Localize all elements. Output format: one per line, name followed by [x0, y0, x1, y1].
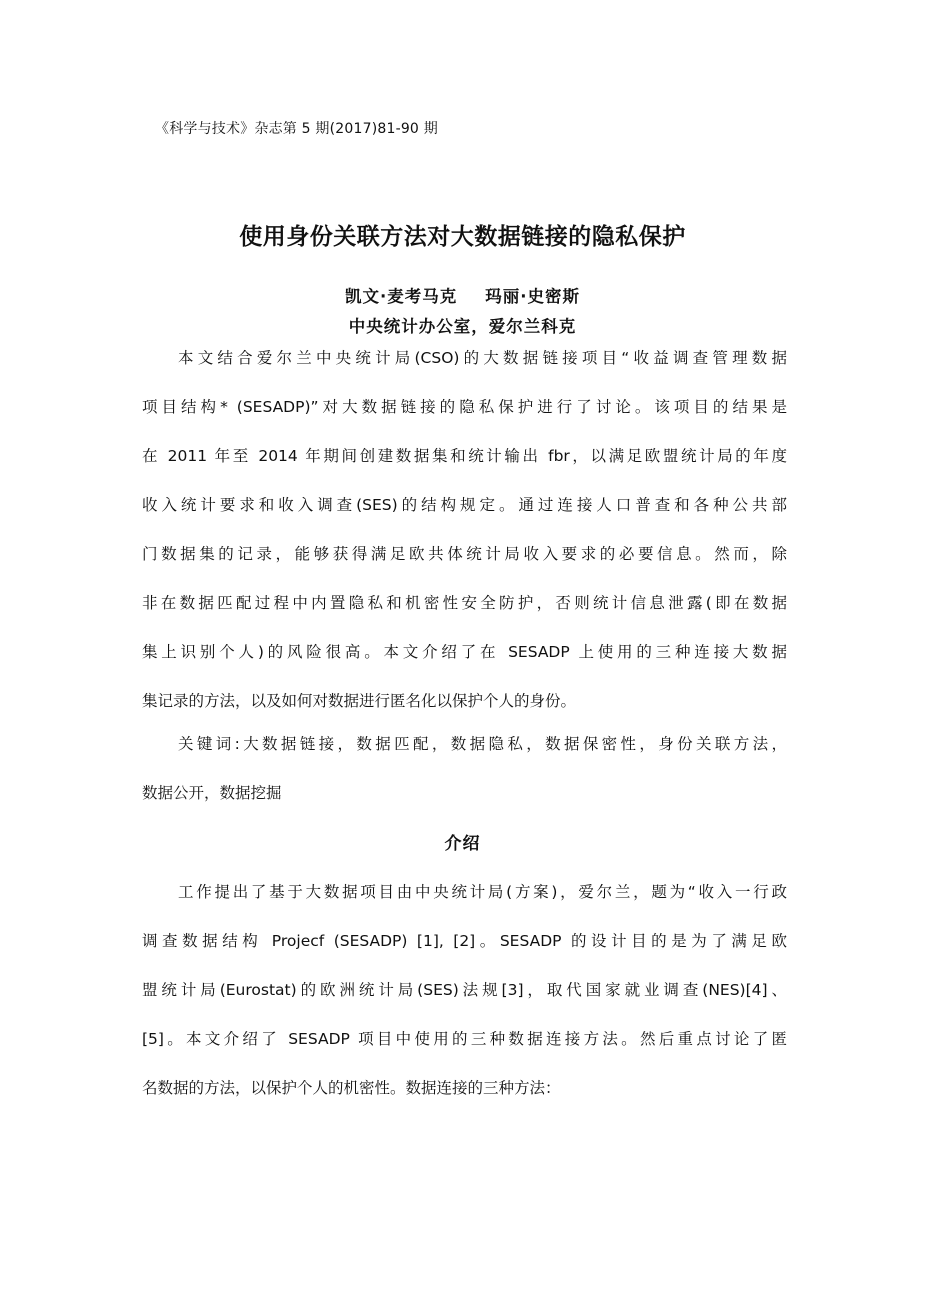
abstract-line: 集上识别个人)的风险很高。本文介绍了在 SESADP 上使用的三种连接大数据 — [142, 643, 787, 661]
abstract-line: 非在数据匹配过程中内置隐私和机密性安全防护，否则统计信息泄露(即在数据 — [142, 594, 787, 612]
abstract-line: 收入统计要求和收入调查(SES)的结构规定。通过连接人口普查和各种公共部 — [142, 496, 787, 514]
author-name: 玛丽·史密斯 — [485, 287, 581, 306]
abstract-line: 本文结合爱尔兰中央统计局(CSO)的大数据链接项目“收益调查管理数据 — [178, 349, 787, 367]
intro-line: 盟统计局(Eurostat)的欧洲统计局(SES)法规[3]，取代国家就业调查(NES)[4]、 — [142, 981, 787, 999]
intro-line: [5]。本文介绍了 SESADP 项目中使用的三种数据连接方法。然后重点讨论了匿 — [142, 1030, 787, 1048]
intro-line: 工作提出了基于大数据项目由中央统计局(方案)，爱尔兰，题为“收入一行政 — [178, 883, 787, 901]
author-affiliation: 中央统计办公室，爱尔兰科克 — [348, 317, 577, 336]
keywords — [142, 720, 787, 818]
introduction-body — [142, 868, 787, 1113]
paper-title: 使用身份关联方法对大数据链接的隐私保护 — [239, 224, 686, 250]
abstract — [142, 334, 787, 726]
abstract-line: 在 2011 年至 2014 年期间创建数据集和统计输出 fbr，以满足欧盟统计局的年度 — [142, 447, 787, 465]
keywords-line: 数据公开，数据挖掘 — [142, 784, 282, 802]
intro-line: 调查数据结构 Projecf (SESADP) [1], [2]。SESADP 的设计目的是为了满足欧 — [142, 932, 787, 950]
intro-line: 名数据的方法，以保护个人的机密性。数据连接的三种方法： — [142, 1079, 561, 1097]
journal-reference: 《科学与技术》杂志第 5 期(2017)81-90 期 — [155, 121, 438, 137]
author-line — [0, 283, 925, 307]
abstract-line: 门数据集的记录，能够获得满足欧共体统计局收入要求的必要信息。然而，除 — [142, 545, 787, 563]
author-name: 凯文·麦考马克 — [344, 287, 458, 306]
abstract-line: 项目结构* (SESADP)”对大数据链接的隐私保护进行了讨论。该项目的结果是 — [142, 398, 787, 416]
section-heading-introduction: 介绍 — [444, 834, 481, 854]
abstract-line: 集记录的方法，以及如何对数据进行匿名化以保护个人的身份。 — [142, 692, 577, 710]
keywords-line: 关键词:大数据链接，数据匹配，数据隐私，数据保密性，身份关联方法， — [178, 735, 787, 753]
